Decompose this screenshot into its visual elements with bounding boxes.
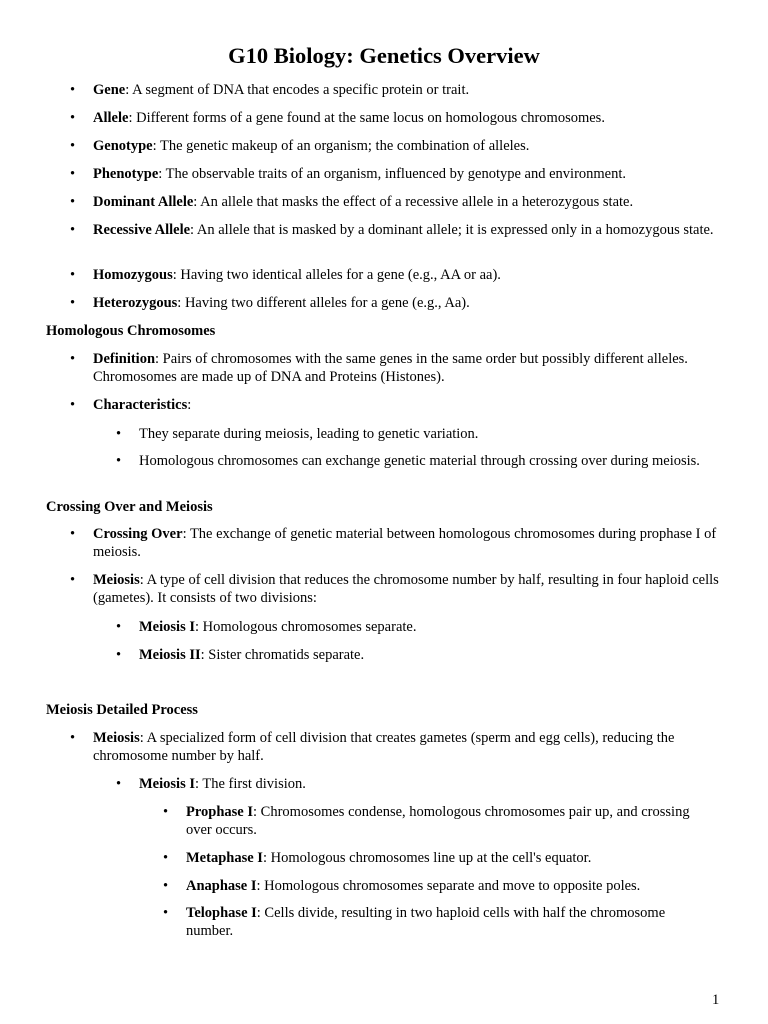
list-item-recessive-allele [70,221,723,239]
sub-list-item-meiosis-i [116,618,719,636]
definition-text: : Having two different alleles for a gene (e.g., Aa). [177,295,470,311]
item-text: They separate during meiosis, leading to genetic variation. [139,426,479,442]
definition-text: : Chromosomes condense, homologous chromosomes pair up, and crossing over occurs. [186,804,690,838]
bullet: • [116,453,122,469]
definition-text: : An allele that masks the effect of a recessive allele in a heterozygous state. [193,194,634,210]
bullet: • [163,804,169,820]
definition-text: : Having two identical alleles for a gene (e.g., AA or aa). [172,267,501,283]
bullet: • [116,619,122,635]
definition-text: : The genetic makeup of an organism; the combination of alleles. [152,138,530,154]
list-item-meiosis [70,571,723,607]
term: Definition [93,351,156,367]
term: Gene [93,82,126,98]
bullet: • [116,426,122,442]
definition-text: : An allele that is masked by a dominant allele; it is expressed only in a homozygous state. [190,222,714,238]
term: Prophase I [186,804,254,820]
phase-item-prophase-i [163,803,706,839]
list-item-gene [70,81,723,99]
bullet: • [70,572,76,588]
definition-text: : Homologous chromosomes line up at the cell's equator. [262,850,592,866]
list-item-phenotype [70,165,723,183]
list-item-characteristics [70,396,723,414]
term: Heterozygous [93,295,178,311]
section-heading-crossing-over-and-meiosis: Crossing Over and Meiosis [46,499,213,515]
sub-list-item [116,425,719,443]
list-item-heterozygous [70,294,723,312]
definition-text: : Pairs of chromosomes with the same genes in the same order but possibly different alleles. Chromosomes are made up of DNA and Proteins (Histones). [93,351,688,385]
phase-item-anaphase-i [163,877,706,895]
term: Characteristics [93,397,188,413]
term: Allele [93,110,129,126]
term: Genotype [93,138,153,154]
sub-list-item [116,452,719,470]
bullet: • [70,166,76,182]
page-number: 1 [712,992,720,1008]
item-text: Homologous chromosomes can exchange genetic material through crossing over during meiosis. [139,453,700,469]
term: Phenotype [93,166,159,182]
definition-text: : A segment of DNA that encodes a specific protein or trait. [125,82,470,98]
bullet: • [70,82,76,98]
bullet: • [70,295,76,311]
sub-list-item-meiosis-ii [116,646,719,664]
bullet: • [70,267,76,283]
bullet: • [70,222,76,238]
term: Anaphase I [186,878,257,894]
bullet: • [70,730,76,746]
page-title: G10 Biology: Genetics Overview [228,43,540,68]
list-item-dominant-allele [70,193,723,211]
term: Recessive Allele [93,222,191,238]
bullet: • [163,850,169,866]
phase-item-telophase-i [163,904,706,940]
phase-item-metaphase-i [163,849,706,867]
list-item-definition [70,350,723,386]
term: Crossing Over [93,526,183,542]
list-item-crossing-over [70,525,723,561]
term: Meiosis I [139,776,195,792]
definition-text: : A specialized form of cell division that creates gametes (sperm and egg cells), reducing the chromosome number by half. [93,730,675,764]
section-heading-meiosis-detailed-process: Meiosis Detailed Process [46,702,198,718]
list-item-allele [70,109,723,127]
term: Metaphase I [186,850,263,866]
term: Homozygous [93,267,173,283]
sub-list-item-meiosis-i-detail [116,775,719,793]
bullet: • [70,138,76,154]
bullet: • [163,878,169,894]
term: Telophase I [186,905,257,921]
definition-text: : The first division. [194,776,306,792]
definition-text: : Cells divide, resulting in two haploid cells with half the chromosome number. [186,905,666,939]
list-item-meiosis-detail [70,729,723,765]
bullet: • [70,397,76,413]
definition-text: : A type of cell division that reduces the chromosome number by half, resulting in four haploid cells (gametes). It consists of two divisions: [93,572,719,606]
definition-text: : Homologous chromosomes separate and move to opposite poles. [256,878,641,894]
bullet: • [70,526,76,542]
list-item-genotype [70,137,723,155]
term: Meiosis I [139,619,195,635]
bullet: • [70,194,76,210]
list-item-homozygous [70,266,723,284]
bullet: • [70,351,76,367]
section-heading-homologous-chromosomes: Homologous Chromosomes [46,323,216,339]
term: Meiosis II [139,647,201,663]
definition-text: : [187,397,192,413]
bullet: • [116,776,122,792]
bullet: • [116,647,122,663]
definition-text: : The exchange of genetic material between homologous chromosomes during prophase I of meiosis. [93,526,717,560]
term: Dominant Allele [93,194,194,210]
bullet: • [70,110,76,126]
bullet: • [163,905,169,921]
definition-text: : Homologous chromosomes separate. [194,619,417,635]
term: Meiosis [93,572,140,588]
term: Meiosis [93,730,140,746]
definition-text: : Sister chromatids separate. [200,647,365,663]
definition-text: : The observable traits of an organism, influenced by genotype and environment. [158,166,627,182]
definition-text: : Different forms of a gene found at the same locus on homologous chromosomes. [128,110,605,126]
